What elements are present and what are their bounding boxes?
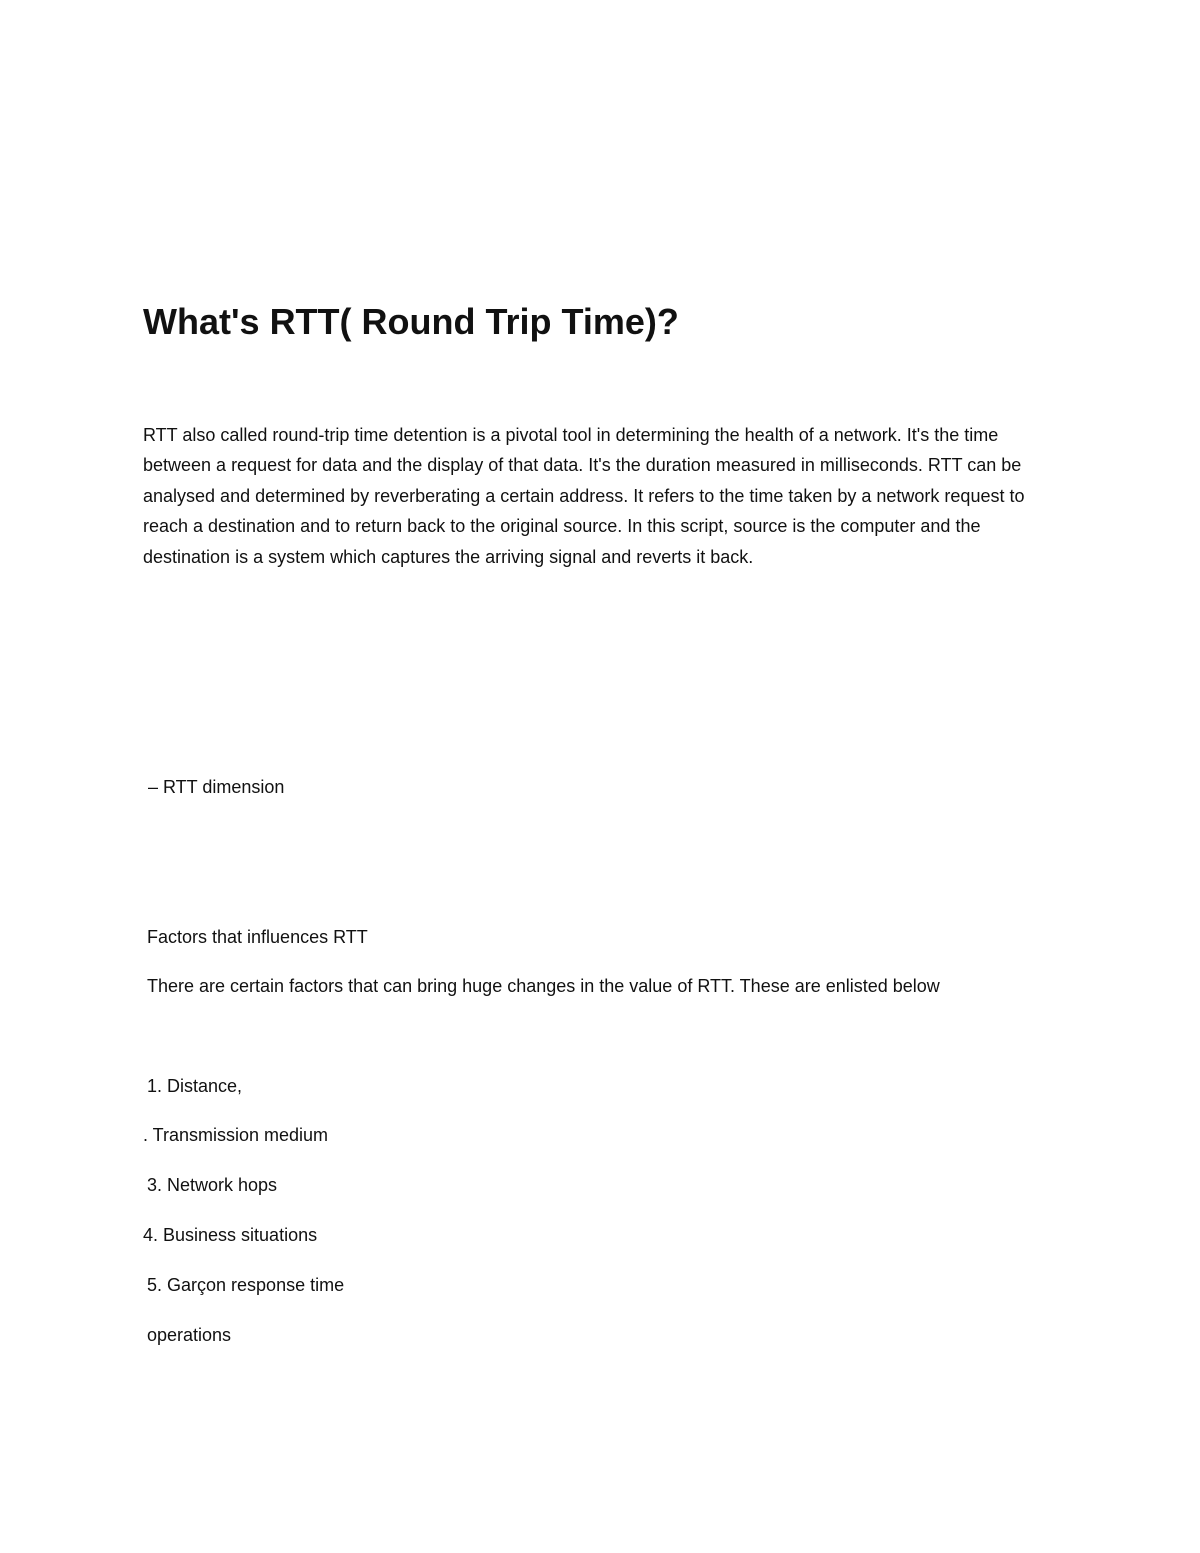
factors-heading: Factors that influences RTT [147, 927, 368, 947]
factors-intro-text: There are certain factors that can bring huge changes in the value of RTT. These are enlisted below [147, 976, 940, 996]
factor-list-item: . Transmission medium [143, 1125, 329, 1145]
intro-paragraph: RTT also called round-trip time detention is a pivotal tool in determining the health of a network. It's the time between a request for data and the display of that data. It's the duration measured in milliseconds. RTT can be analysed and determined by reverberating a certain address. It refers to the time taken by a network request to reach a destination and to return back to the original source. In this script, source is the computer and the destination is a system which captures the arriving signal and reverts it back. [143, 425, 1025, 567]
factor-list-item: 1. Distance, [147, 1076, 243, 1096]
factor-list-item: operations [147, 1325, 232, 1345]
factor-list-item: 4. Business situations [143, 1225, 318, 1245]
page-title: What's RTT( Round Trip Time)? [143, 301, 679, 342]
factor-list-item: 5. Garçon response time [147, 1275, 345, 1295]
factor-list-item: 3. Network hops [147, 1175, 278, 1195]
rtt-dimension-line: – RTT dimension [148, 777, 285, 797]
